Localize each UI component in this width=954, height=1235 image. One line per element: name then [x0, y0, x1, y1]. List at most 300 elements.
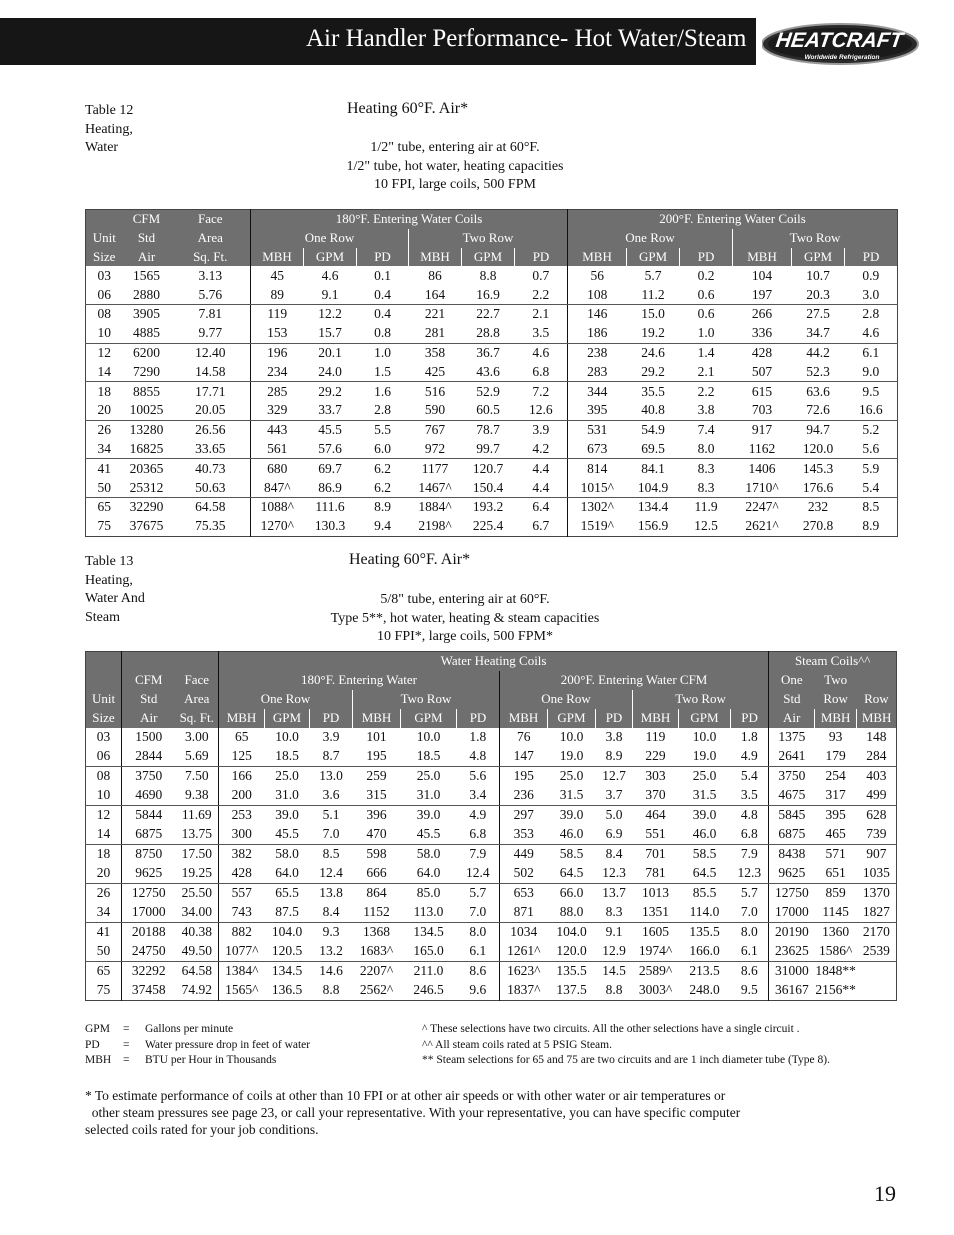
table-cell: 6875 [769, 825, 815, 845]
table-cell: 34.00 [176, 903, 219, 923]
table-cell: 8.4 [310, 903, 353, 923]
table-cell: 1586^ [815, 942, 857, 962]
table-cell: 1.8 [469, 729, 487, 745]
table-cell: 1375 [769, 728, 815, 747]
heatcraft-logo [762, 22, 922, 66]
table-cell: 2.1 [532, 306, 550, 322]
table-cell: 3.9 [322, 729, 340, 745]
table-cell: 248.0 [689, 982, 720, 998]
table-cell: 403 [866, 768, 887, 784]
logo-tagline: Worldwide Refrigeration [804, 54, 880, 61]
table-cell: 57.6 [304, 440, 357, 459]
table-cell: 266 [751, 306, 773, 322]
table-cell: 4.4 [515, 478, 568, 497]
table-cell: 44.2 [806, 344, 830, 360]
table-cell: 25.0 [559, 768, 584, 784]
table-cell: 153 [251, 324, 304, 343]
table-cell: 87.5 [265, 903, 310, 923]
table-cell: 12.4 [457, 864, 500, 884]
table-cell: 65 [219, 728, 265, 747]
table-cell: 06 [86, 747, 122, 767]
table-cell: 653 [500, 883, 548, 903]
table-cell: 69.7 [318, 460, 342, 476]
table-cell: 502 [500, 864, 548, 884]
table-cell: 20188 [122, 922, 176, 942]
table13-title: Heating 60°F. Air* [349, 551, 471, 568]
table-cell: 12750 [122, 883, 176, 903]
table-cell: 119 [251, 304, 304, 323]
table-cell: 33.7 [304, 401, 357, 420]
table-row [86, 903, 897, 923]
table-cell: 120.5 [265, 942, 310, 962]
table-cell: 10.7 [806, 267, 830, 283]
table-cell: 31.0 [265, 786, 310, 806]
table-row [86, 805, 897, 825]
table-cell: 156.9 [637, 518, 669, 534]
table-cell: 1368 [363, 924, 390, 940]
table-cell: 1370 [862, 885, 890, 901]
table-cell: 3.5 [515, 324, 568, 343]
table-cell: 40.8 [627, 401, 680, 420]
table-cell: 94.7 [806, 422, 830, 438]
table-cell: 200 [219, 786, 265, 806]
table-cell: 1145 [815, 903, 857, 923]
table-cell: 46.0 [548, 825, 596, 845]
table-cell: 847^ [251, 478, 304, 497]
table-cell: 2.2 [515, 285, 568, 304]
table12-subtitle: 1/2" tube, entering air at 60°F. 1/2" tube, hot water, heating capacities 10 FPI, large coils, 500 FPM [346, 140, 564, 192]
table-cell: 1302^ [568, 497, 627, 516]
table-cell: 8.8 [605, 982, 623, 998]
table-cell: 5.7 [469, 885, 487, 901]
table-cell: 65.5 [275, 885, 299, 901]
table-cell: 50.63 [171, 478, 251, 497]
table-cell: 8750 [122, 844, 176, 864]
table-cell: 13.75 [176, 825, 219, 845]
table-cell: 74.92 [181, 982, 212, 998]
table-cell: 66.0 [559, 885, 584, 901]
table-cell: 2207^ [359, 963, 394, 979]
table-cell: 36.7 [476, 344, 500, 360]
table-cell: 2562^ [359, 982, 394, 998]
table13: Water Heating Coils Steam Coils^^ CFM Face 180°F. Entering Water 200°F. Entering Water CFM One Two Unit Std Area One Row Two Row One Row Two Row Std Row Row Size Air Sq. Ft. MBH GPM PD MBH GPM PD MBH GPM PD MBH GPM PD Air MBH MBH 03 1500 3.00 65 10.0 3.9 101 10.0 1.8 76 10.0 3.8 119 10.0 1.8 1375 93 148 06 2844 5.69 125 18.5 8.7 195 18.5 4.8 147 19.0 8.9 229 19.0 4.9 2641 179 284 08 3750 7.50 166 25.0 13.0 259 25.0 5.6 195 25.0 12.7 303 25.0 5.4 3750 254 403 10 4690 9.38 200 31.0 3.6 315 31.0 3.4 236 31.5 3.7 370 31.5 3.5 4675 317 499 12 5844 11.69 253 39.0 5.1 396 39.0 4.9 297 39.0 5.0 464 39.0 4.8 5845 395 628 14 6875 13.75 300 45.5 7.0 470 45.5 6.8 353 46.0 6.9 551 46.0 6.8 6875 465 739 18 8750 17.50 382 58.0 8.5 598 58.0 7.9 449 58.5 8.4 701 58.5 7.9 8438 571 907 20 9625 19.25 428 64.0 12.4 666 64.0 12.4 502 64.5 12.3 781 64.5 12.3 9625 651 1035 26 12750 25.50 557 65.5 13.8 864 85.0 5.7 653 66.0 13.7 1013 85.5 5.7 12750 859 1370 34 17000 34.00 743 87.5 8.4 1152 113.0 7.0 871 88.0 8.3 1351 114.0 7.0 17000 1145 1827 41 20188 40.38 882 104.0 9.3 1368 134.5 8.0 1034 104.0 9.1 1605 135.5 8.0 20190 1360 2170 50 24750 49.50 1077^ 120.5 13.2 1683^ 165.0 6.1 1261^ 120.0 12.9 1974^ 166.0 6.1 23625 1586^ 2539 65 32292 64.58 1384^ 134.5 14.6 2207^ 211.0 8.6 1623^ 135.5 14.5 2589^ 213.5 8.6 31000 1848** 75 37458 74.92 1565^ 136.5 8.8 2562^ 246.5 9.6 1837^ 137.5 8.8 3003^ 248.0 9.5 36167 2156** [85, 651, 897, 1001]
table-cell: 917 [751, 422, 773, 438]
table-cell: 58.5 [692, 846, 717, 862]
table-cell: 1519^ [568, 517, 627, 536]
table-row [86, 304, 898, 323]
table-cell: 12 [96, 807, 111, 823]
table-cell: 58.5 [559, 846, 584, 862]
table-cell: 253 [219, 805, 265, 825]
table-cell: 20190 [769, 922, 815, 942]
table-cell: 1.8 [740, 729, 758, 745]
table-cell: 17.50 [181, 846, 212, 862]
table-cell: 303 [645, 768, 666, 784]
table-cell: 5845 [769, 805, 815, 825]
table-cell: 5.5 [374, 422, 391, 438]
table-cell: 6.2 [374, 460, 391, 476]
table-cell: 425 [409, 362, 462, 381]
table-cell: 703 [733, 401, 792, 420]
table-cell: 64.0 [265, 864, 310, 884]
table-cell: 34 [86, 903, 122, 923]
table-cell: 12.2 [318, 306, 342, 322]
table-cell: 3.4 [457, 786, 500, 806]
table-cell: 54.9 [641, 422, 665, 438]
table-cell: 4.9 [469, 807, 487, 823]
table-cell: 571 [825, 846, 846, 862]
table-cell: 64.0 [401, 864, 457, 884]
table-cell: 5.4 [740, 768, 758, 784]
table-cell: 7.0 [457, 903, 500, 923]
table-cell: 211.0 [413, 963, 444, 979]
table-cell: 3003^ [638, 982, 673, 998]
table-cell: 864 [366, 885, 387, 901]
table-cell: 1270^ [251, 517, 304, 536]
table-cell: 1077^ [219, 942, 265, 962]
table-cell: 1500 [122, 728, 176, 747]
table-cell: 24750 [122, 942, 176, 962]
table-row [86, 728, 897, 747]
table-cell: 666 [353, 864, 401, 884]
table-cell: 49.50 [176, 942, 219, 962]
table-cell: 6.9 [596, 825, 633, 845]
table-cell: 615 [751, 383, 773, 399]
table-cell: 166.0 [679, 942, 731, 962]
table-row [86, 266, 898, 285]
table-row [86, 420, 898, 439]
table-cell: 3.9 [532, 422, 550, 438]
table-cell: 120.0 [548, 942, 596, 962]
table-cell: 12 [97, 344, 111, 360]
table-cell: 65 [97, 499, 111, 515]
table-cell: 18 [96, 846, 111, 862]
table-cell: 395 [568, 401, 627, 420]
table-cell: 39.0 [416, 807, 441, 823]
table-cell: 701 [645, 846, 666, 862]
table12-body [86, 266, 898, 536]
table-cell: 2539 [857, 942, 897, 962]
table-cell: 88.0 [548, 903, 596, 923]
table-cell: 1351 [633, 903, 679, 923]
table-cell: 9.1 [605, 924, 623, 940]
table-cell: 254 [825, 768, 846, 784]
table-cell: 2.2 [697, 383, 715, 399]
table-cell: 8.3 [596, 903, 633, 923]
table-cell: 270.8 [802, 518, 834, 534]
table-cell: 3.5 [731, 786, 769, 806]
table-cell: 1827 [857, 903, 897, 923]
table13-body [86, 728, 897, 1001]
table-cell: 26 [97, 422, 111, 438]
table-cell: 165.0 [401, 942, 457, 962]
table-cell: 08 [97, 306, 111, 322]
table-cell: 50 [86, 942, 122, 962]
table-cell: 164 [409, 285, 462, 304]
table-cell: 3750 [769, 766, 815, 786]
table-cell: 64.5 [679, 864, 731, 884]
table-cell: 8.0 [680, 440, 733, 459]
table-cell: 40.73 [195, 460, 226, 476]
table-cell: 2621^ [745, 518, 779, 534]
table-cell: 6.8 [515, 362, 568, 381]
table-cell: 4.6 [532, 344, 550, 360]
table-cell: 382 [219, 844, 265, 864]
table-cell: 6200 [133, 344, 160, 360]
table-cell: 130.3 [314, 518, 346, 534]
table-cell: 5.6 [469, 768, 487, 784]
table-cell: 195 [353, 747, 401, 767]
table-cell: 344 [568, 382, 627, 401]
table-cell: 1015^ [568, 478, 627, 497]
table-cell: 31000 [769, 961, 815, 981]
table-cell: 134.5 [413, 924, 444, 940]
table-cell: 1605 [642, 924, 669, 940]
table-cell: 45.5 [318, 422, 342, 438]
table-cell: 25.0 [692, 768, 717, 784]
table-cell: 86 [428, 267, 442, 283]
table-cell: 46.0 [679, 825, 731, 845]
table-cell: 10 [86, 324, 123, 343]
table-cell: 1884^ [418, 499, 452, 515]
table-cell: 7.9 [469, 846, 487, 862]
table-cell: 5.4 [845, 478, 898, 497]
table-cell: 104 [751, 267, 773, 283]
table-cell: 5.6 [845, 440, 898, 459]
table-row [86, 786, 897, 806]
table-cell: 17000 [122, 903, 176, 923]
table-cell: 9.6 [469, 982, 487, 998]
table-cell: 3.7 [596, 786, 633, 806]
table-cell: 7.0 [310, 825, 353, 845]
table-cell: 9.0 [845, 362, 898, 381]
table-row [86, 766, 897, 786]
table-cell: 4.8 [457, 747, 500, 767]
table-cell: 111.6 [315, 499, 345, 515]
table-cell: 5.2 [862, 422, 880, 438]
table-cell: 13.8 [319, 885, 343, 901]
table-cell: 15.0 [641, 306, 665, 322]
table-cell: 9625 [122, 864, 176, 884]
table-cell: 10.0 [559, 729, 584, 745]
table-cell: 1384^ [219, 961, 265, 981]
table12: CFM Face 180°F. Entering Water Coils 200°F. Entering Water Coils Unit Std Area One Row Two Row One Row Two Row Size Air Sq. Ft. MBH GPM PD MBH GPM PD MBH GPM PD MBH GPM PD 03 1565 3.13 45 4.6 0.1 86 8.8 0.7 56 5.7 0.2 104 10.7 0.9 06 2880 5.76 89 9.1 0.4 164 16.9 2.2 108 11.2 0.6 197 20.3 3.0 08 3905 7.81 119 12.2 0.4 221 22.7 2.1 146 15.0 0.6 266 27.5 2.8 10 4885 9.77 153 15.7 0.8 281 28.8 3.5 186 19.2 1.0 336 34.7 4.6 12 6200 12.40 196 20.1 1.0 358 36.7 4.6 238 24.6 1.4 428 44.2 6.1 14 7290 14.58 234 24.0 1.5 425 43.6 6.8 283 29.2 2.1 507 52.3 9.0 18 8855 17.71 285 29.2 1.6 516 52.9 7.2 344 35.5 2.2 615 63.6 9.5 20 10025 20.05 329 33.7 2.8 590 60.5 12.6 395 40.8 3.8 703 72.6 16.6 26 13280 26.56 443 45.5 5.5 767 78.7 3.9 531 54.9 7.4 917 94.7 5.2 34 16825 33.65 561 57.6 6.0 972 99.7 4.2 673 69.5 8.0 1162 120.0 5.6 41 20365 40.73 680 69.7 6.2 1177 120.7 4.4 814 84.1 8.3 1406 145.3 5.9 50 25312 50.63 847^ 86.9 6.2 1467^ 150.4 4.4 1015^ 104.9 8.3 1710^ 176.6 5.4 65 32290 64.58 1088^ 111.6 8.9 1884^ 193.2 6.4 1302^ 134.4 11.9 2247^ 232 8.5 75 37675 75.35 1270^ 130.3 9.4 2198^ 225.4 6.7 1519^ 156.9 12.5 2621^ 270.8 8.9 [85, 209, 898, 537]
table-cell: 1837^ [500, 981, 548, 1001]
table-cell: 8.4 [605, 846, 623, 862]
table-cell: 120.7 [472, 460, 504, 476]
table-cell: 4.4 [532, 460, 550, 476]
table-cell: 7.4 [697, 422, 715, 438]
table-cell: 45.5 [265, 825, 310, 845]
table-cell: 52.9 [476, 383, 500, 399]
table-cell: 1177 [421, 460, 449, 476]
table-cell: 234 [251, 362, 304, 381]
table-cell: 743 [219, 903, 265, 923]
table-cell: 8.9 [374, 499, 391, 515]
table-cell: 146 [568, 304, 627, 323]
table-cell: 15.7 [304, 324, 357, 343]
table-cell: 31.0 [401, 786, 457, 806]
table-cell: 1.0 [680, 324, 733, 343]
table-cell: 29.2 [318, 383, 342, 399]
table-cell: 135.5 [556, 963, 587, 979]
table13-label: Table 13 Heating, Water And Steam [85, 554, 145, 625]
table-cell: 64.5 [548, 864, 596, 884]
table-cell: 03 [96, 729, 111, 745]
table-cell: 13.7 [602, 885, 626, 901]
table-cell: 20 [86, 401, 123, 420]
table-cell: 814 [568, 459, 627, 478]
table-cell: 179 [815, 747, 857, 767]
table-cell: 871 [500, 903, 548, 923]
table-cell: 1088^ [251, 497, 304, 516]
table-cell: 20.05 [171, 401, 251, 420]
table-cell: 12.40 [195, 344, 226, 360]
table-cell: 12.6 [515, 401, 568, 420]
table-cell: 9.5 [862, 383, 880, 399]
table-row [86, 440, 898, 459]
table-cell: 0.1 [374, 267, 391, 283]
table-cell: 10 [86, 786, 122, 806]
table-cell: 0.7 [532, 267, 550, 283]
table-cell: 135.5 [689, 924, 720, 940]
table-cell: 7.50 [184, 768, 209, 784]
table-cell: 120.0 [792, 440, 845, 459]
table-cell: 147 [500, 747, 548, 767]
table-cell: 197 [733, 285, 792, 304]
table-cell: 14.5 [602, 963, 626, 979]
table-cell: 229 [633, 747, 679, 767]
table-cell: 551 [633, 825, 679, 845]
page-title: Air Handler Performance- Hot Water/Steam [306, 25, 747, 52]
table-cell: 232 [807, 499, 829, 515]
symbol-notes: ^ These selections have two circuits. All the other selections have a single circuit . ^^ All steam coils rated at 5 PSIG Steam. ** Steam selections for 65 and 75 are two circuits and are 1 inch diameter tube (Type 8). [422, 1023, 830, 1066]
table-cell: 108 [568, 285, 627, 304]
table-cell: 41 [96, 924, 111, 940]
table-cell: 16.9 [462, 285, 515, 304]
table-cell: 14.6 [319, 963, 343, 979]
table-cell: 101 [366, 729, 387, 745]
table-cell: 9.5 [740, 982, 758, 998]
table-cell: 9.3 [322, 924, 340, 940]
table-cell: 18.5 [265, 747, 310, 767]
table-cell: 9.77 [171, 324, 251, 343]
table-cell: 31.5 [679, 786, 731, 806]
table-cell: 17000 [769, 903, 815, 923]
table-cell: 36167 [769, 981, 815, 1001]
table-cell: 6.1 [862, 344, 880, 360]
table-cell: 336 [733, 324, 792, 343]
table-cell: 26.56 [195, 422, 226, 438]
table-cell: 315 [353, 786, 401, 806]
table-cell: 300 [219, 825, 265, 845]
table-cell: 428 [219, 864, 265, 884]
table-cell: 134.4 [637, 499, 669, 515]
table-cell: 125 [219, 747, 265, 767]
table-cell: 329 [251, 401, 304, 420]
table-cell: 499 [857, 786, 897, 806]
table-cell: 43.6 [462, 362, 515, 381]
table-cell: 69.5 [627, 440, 680, 459]
table-cell: 34 [86, 440, 123, 459]
table-cell: 507 [733, 362, 792, 381]
table-cell: 1683^ [353, 942, 401, 962]
table-cell: 1162 [733, 440, 792, 459]
table-cell: 6875 [122, 825, 176, 845]
table-cell: 39.0 [275, 807, 299, 823]
table-cell: 2156** [815, 982, 856, 998]
table-cell: 0.2 [697, 267, 715, 283]
table-cell: 10025 [123, 401, 171, 420]
table-cell: 11.2 [627, 285, 680, 304]
table-cell: 3.00 [184, 729, 209, 745]
table-cell: 6.1 [457, 942, 500, 962]
table-cell: 285 [251, 382, 304, 401]
table-cell: 628 [866, 807, 887, 823]
table-cell: 29.2 [627, 362, 680, 381]
table-row [86, 324, 898, 343]
table-cell: 8.8 [479, 267, 497, 283]
table-cell: 75 [97, 518, 111, 534]
table-cell: 60.5 [462, 401, 515, 420]
table-cell: 114.0 [679, 903, 731, 923]
table-cell: 14.58 [171, 362, 251, 381]
table-cell: 31.5 [548, 786, 596, 806]
table-cell: 3905 [133, 306, 160, 322]
table-cell: 22.7 [476, 306, 500, 322]
table-row [86, 517, 898, 536]
table-cell: 176.6 [792, 478, 845, 497]
table-cell: 2198^ [418, 518, 452, 534]
table-cell: 6.7 [532, 518, 550, 534]
table-cell: 1974^ [633, 942, 679, 962]
table-cell: 0.4 [374, 306, 391, 322]
table-cell: 23625 [769, 942, 815, 962]
table-cell: 1.0 [374, 344, 391, 360]
table-cell: 27.5 [806, 306, 830, 322]
table-cell: 28.8 [462, 324, 515, 343]
table-cell: 1152 [353, 903, 401, 923]
table-cell: 2589^ [638, 963, 673, 979]
table-cell: 19.2 [627, 324, 680, 343]
table-row [86, 401, 898, 420]
table-cell: 78.7 [476, 422, 500, 438]
table13-subtitle: 5/8" tube, entering air at 60°F. Type 5**, hot water, heating & steam capacities 10 FPI*, large coils, 500 FPM* [330, 592, 600, 644]
table-cell: 1034 [500, 922, 548, 942]
page-number: 19 [874, 1181, 896, 1206]
table-cell: 767 [424, 422, 446, 438]
table-cell: 281 [409, 324, 462, 343]
table-cell: 6.2 [357, 478, 409, 497]
table-cell: 428 [751, 344, 773, 360]
table-row [86, 864, 897, 884]
table-row [86, 747, 897, 767]
table-cell: 45.5 [401, 825, 457, 845]
table-cell: 186 [568, 324, 627, 343]
table-cell: 225.4 [472, 518, 504, 534]
table-cell: 396 [366, 807, 387, 823]
table-cell: 673 [568, 440, 627, 459]
table-cell: 33.65 [171, 440, 251, 459]
table-row [86, 478, 898, 497]
table-cell: 12.9 [596, 942, 633, 962]
table-cell: 11.9 [694, 499, 718, 515]
table-cell: 246.5 [413, 982, 444, 998]
table-cell: 1467^ [409, 478, 462, 497]
table-cell: 3750 [122, 766, 176, 786]
table-cell: 19.25 [176, 864, 219, 884]
table-cell: 590 [409, 401, 462, 420]
